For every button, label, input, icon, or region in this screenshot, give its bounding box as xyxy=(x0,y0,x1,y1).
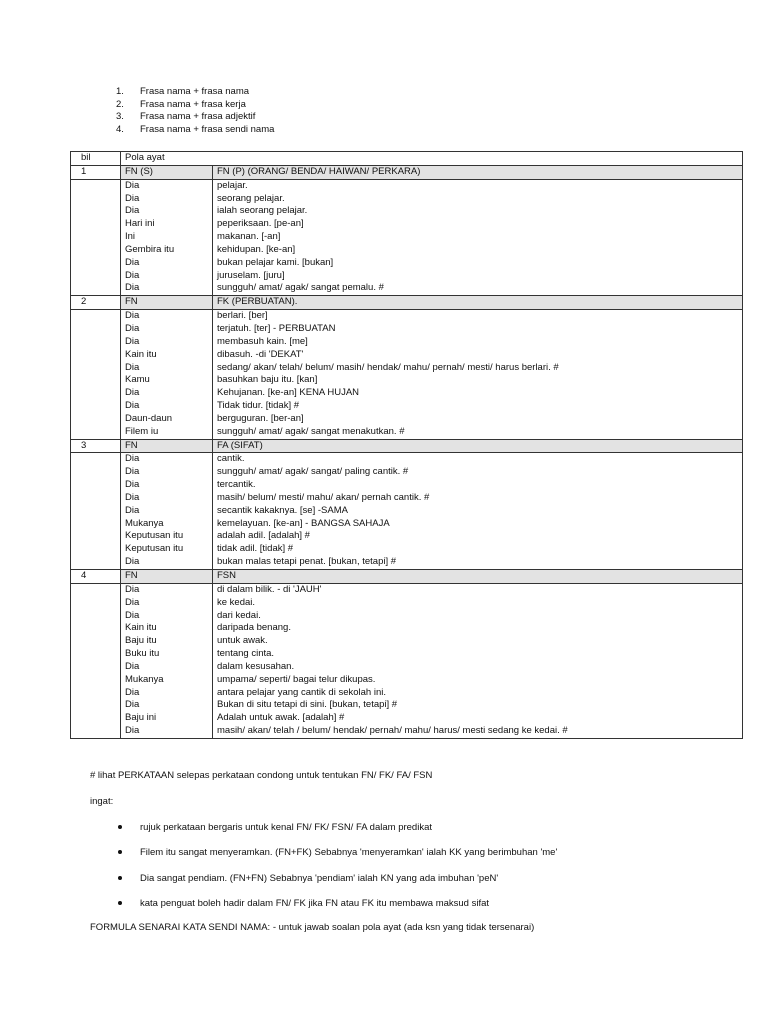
row-bil-cell xyxy=(71,712,121,725)
bullet-dot xyxy=(118,825,122,829)
lihat-note: # lihat PERKATAAN selepas perkataan condong untuk tentukan FN/ FK/ FA/ FSN xyxy=(90,770,433,781)
row-bil-cell xyxy=(71,218,121,231)
table-row xyxy=(71,725,743,738)
row-bil-cell xyxy=(71,479,121,492)
row-predicate-cell: kemelayuan. [ke-an] - BANGSA SAHAJA xyxy=(213,518,743,531)
header-bil: bil xyxy=(71,152,121,166)
row-predicate-cell: tercantik. xyxy=(213,479,743,492)
row-predicate-cell: Tidak tidur. [tidak] # xyxy=(213,400,743,413)
row-subject-cell: Keputusan itu xyxy=(121,530,213,543)
row-predicate-cell: berlari. [ber] xyxy=(213,310,743,323)
row-subject-cell: Dia xyxy=(121,453,213,466)
table-section-row xyxy=(71,296,743,310)
table-row xyxy=(71,270,743,283)
table-row xyxy=(71,362,743,375)
row-bil-cell xyxy=(71,556,121,569)
table-row xyxy=(71,543,743,556)
row-bil-cell xyxy=(71,362,121,375)
row-bil-cell xyxy=(71,453,121,466)
row-bil-cell xyxy=(71,635,121,648)
table-row xyxy=(71,231,743,244)
table-row xyxy=(71,583,743,596)
row-subject-cell: Gembira itu xyxy=(121,244,213,257)
row-subject-cell: Dia xyxy=(121,556,213,569)
row-subject-cell: Buku itu xyxy=(121,648,213,661)
table-row xyxy=(71,426,743,439)
row-predicate-cell: ialah seorang pelajar. xyxy=(213,205,743,218)
row-predicate-cell: tidak adil. [tidak] # xyxy=(213,543,743,556)
row-bil-cell xyxy=(71,543,121,556)
row-predicate-cell: makanan. [-an] xyxy=(213,231,743,244)
row-subject-cell: Kamu xyxy=(121,374,213,387)
row-subject-cell: Dia xyxy=(121,661,213,674)
intro-list xyxy=(116,86,274,136)
row-subject-cell: Dia xyxy=(121,193,213,206)
header-pola-ayat: Pola ayat xyxy=(121,152,743,166)
table-row xyxy=(71,530,743,543)
row-subject-cell: Dia xyxy=(121,492,213,505)
row-subject-cell: Dia xyxy=(121,323,213,336)
row-predicate-cell: tentang cinta. xyxy=(213,648,743,661)
row-bil-cell xyxy=(71,400,121,413)
table-row xyxy=(71,687,743,700)
row-bil-cell xyxy=(71,257,121,270)
row-predicate-cell: dari kedai. xyxy=(213,610,743,623)
table-row xyxy=(71,282,743,295)
table-row xyxy=(71,374,743,387)
table-header-row xyxy=(71,152,743,166)
row-subject-cell: FN xyxy=(121,439,213,453)
row-predicate-cell: untuk awak. xyxy=(213,635,743,648)
row-predicate-cell: ke kedai. xyxy=(213,597,743,610)
row-predicate-cell: bukan malas tetapi penat. [bukan, tetapi] # xyxy=(213,556,743,569)
row-subject-cell: Dia xyxy=(121,466,213,479)
row-bil-cell xyxy=(71,270,121,283)
row-predicate-cell: membasuh kain. [me] xyxy=(213,336,743,349)
table-row xyxy=(71,674,743,687)
row-subject-cell: Dia xyxy=(121,282,213,295)
table-row xyxy=(71,648,743,661)
table-row xyxy=(71,505,743,518)
row-predicate-cell: FK (PERBUATAN). xyxy=(213,296,743,310)
row-bil-cell xyxy=(71,699,121,712)
row-predicate-cell: masih/ belum/ mesti/ mahu/ akan/ pernah cantik. # xyxy=(213,492,743,505)
table-section-row xyxy=(71,439,743,453)
row-predicate-cell: seorang pelajar. xyxy=(213,193,743,206)
row-bil-cell xyxy=(71,244,121,257)
table-row xyxy=(71,205,743,218)
table-row xyxy=(71,244,743,257)
row-bil-cell xyxy=(71,179,121,192)
document-page: 1. Frasa nama + frasa nama 2. Frasa nama + frasa kerja 3. Frasa nama + frasa adjektif 4. Frasa nama + frasa sendi nama bil Pola ayat 1 FN (S) FN (P) (ORANG/ BENDA/ HAIWAN/ PERKARA) Dia pelajar. Dia seorang pelajar. Dia ialah seorang pelajar. Hari ini peperiksaan. [pe-an] Ini makanan. [-an] Gembira itu kehidupan. [ke-an] Dia bukan pelajar kami. [bukan] Dia juruselam. [juru] Dia sungguh/ amat/ agak/ sangat pemalu. # 2 FN FK (PERBUATAN). Dia berlari. [ber] Dia terjatuh. [ter] - PERBUATAN Dia membasuh kain. [me] Kain itu dibasuh. -di 'DEKAT' Dia sedang/ akan/ telah/ belum/ masih/ hendak/ mahu/ pernah/ mesti/ harus berlari. # Kamu basuhkan baju itu. [kan] Dia Kehujanan. [ke-an] KENA HUJAN Dia Tidak tidur. [tidak] # Daun-daun berguguran. [ber-an] Filem iu sungguh/ amat/ agak/ sangat menakutkan. # 3 FN FA (SIFAT) Dia cantik. Dia sungguh/ amat/ agak/ sangat/ paling cantik. # Dia tercantik. Dia masih/ belum/ mesti/ mahu/ akan/ pernah cantik. # Dia secantik kakaknya. [se] -SAMA Mukanya kemelayuan. [ke-an] - BANGSA SAHAJA Keputusan itu adalah adil. [adalah] # Keputusan itu tidak adil. [tidak] # Dia bukan malas tetapi penat. [bukan, tetapi] # 4 FN FSN Dia di dalam bilik. - di 'JAUH' Dia ke kedai. Dia dari kedai. Kain itu daripada benang. Baju itu untuk awak. Buku itu tentang cinta. Dia dalam kesusahan. Mukanya umpama/ seperti/ bagai telur dikupas. Dia antara pelajar yang cantik di sekolah ini. Dia Bukan di situ tetapi di sini. [bukan, tetapi] # Baju ini Adalah untuk awak. [adalah] # Dia masih/ akan/ telah / belum/ hendak/ pernah/ mahu/ harus/ mesti sedang ke kedai. # # lihat PERKATAAN selepas perkataan condong untuk tentukan FN/ FK/ FA/ FSN ingat: rujuk perkataan bergaris untuk kenal FN/ FK/ FSN/ FA dalam predikat Filem itu sangat menyeramkan. (FN+FK) Sebabnya 'menyeramkan' ialah KK yang berimbuhan 'me' Dia sangat pendiam. (FN+FN) Sebabnya 'pendiam' ialah KN yang ada imbuhan 'peN' kata penguat boleh hadir dalam FN/ FK jika FN atau FK itu membawa maksud sifat FORMULA SENARAI KATA SENDI NAMA: - untuk jawab soalan pola ayat (ada ksn yang tidak tersenarai) xyxy=(0,0,768,1024)
row-predicate-cell: sungguh/ amat/ agak/ sangat pemalu. # xyxy=(213,282,743,295)
row-subject-cell: Filem iu xyxy=(121,426,213,439)
row-subject-cell: Kain itu xyxy=(121,622,213,635)
row-bil-cell xyxy=(71,648,121,661)
table-row xyxy=(71,257,743,270)
row-bil-cell xyxy=(71,505,121,518)
table-row xyxy=(71,400,743,413)
row-bil-cell xyxy=(71,205,121,218)
list-item: 4. Frasa nama + frasa sendi nama xyxy=(116,123,275,135)
row-predicate-cell: dibasuh. -di 'DEKAT' xyxy=(213,349,743,362)
row-predicate-cell: kehidupan. [ke-an] xyxy=(213,244,743,257)
table-row xyxy=(71,323,743,336)
table-row xyxy=(71,413,743,426)
row-subject-cell: Dia xyxy=(121,687,213,700)
row-subject-cell: Mukanya xyxy=(121,518,213,531)
row-predicate-cell: FSN xyxy=(213,570,743,584)
row-subject-cell: Baju ini xyxy=(121,712,213,725)
row-bil-cell xyxy=(71,310,121,323)
table-row xyxy=(71,635,743,648)
row-subject-cell: Dia xyxy=(121,270,213,283)
row-predicate-cell: bukan pelajar kami. [bukan] xyxy=(213,257,743,270)
row-predicate-cell: Adalah untuk awak. [adalah] # xyxy=(213,712,743,725)
table-section-row xyxy=(71,570,743,584)
table-row xyxy=(71,597,743,610)
row-bil-cell: 4 xyxy=(71,570,121,584)
row-bil-cell xyxy=(71,687,121,700)
table-row xyxy=(71,336,743,349)
pola-ayat-table xyxy=(70,151,743,739)
table-row xyxy=(71,387,743,400)
row-subject-cell: Dia xyxy=(121,479,213,492)
row-subject-cell: FN xyxy=(121,296,213,310)
table-row xyxy=(71,193,743,206)
row-subject-cell: Ini xyxy=(121,231,213,244)
row-subject-cell: Hari ini xyxy=(121,218,213,231)
table-row xyxy=(71,622,743,635)
row-subject-cell: Dia xyxy=(121,336,213,349)
row-bil-cell xyxy=(71,610,121,623)
row-bil-cell xyxy=(71,530,121,543)
table-row xyxy=(71,712,743,725)
row-subject-cell: Dia xyxy=(121,205,213,218)
row-predicate-cell: Kehujanan. [ke-an] KENA HUJAN xyxy=(213,387,743,400)
row-subject-cell: Dia xyxy=(121,362,213,375)
row-predicate-cell: juruselam. [juru] xyxy=(213,270,743,283)
row-bil-cell xyxy=(71,323,121,336)
row-bil-cell xyxy=(71,193,121,206)
table-row xyxy=(71,610,743,623)
row-subject-cell: Dia xyxy=(121,505,213,518)
row-predicate-cell: Bukan di situ tetapi di sini. [bukan, tetapi] # xyxy=(213,699,743,712)
row-subject-cell: FN (S) xyxy=(121,165,213,179)
row-predicate-cell: berguguran. [ber-an] xyxy=(213,413,743,426)
row-predicate-cell: antara pelajar yang cantik di sekolah ini. xyxy=(213,687,743,700)
bullet-dot xyxy=(118,901,122,905)
row-bil-cell: 2 xyxy=(71,296,121,310)
row-bil-cell xyxy=(71,426,121,439)
row-subject-cell: Dia xyxy=(121,257,213,270)
row-predicate-cell: sungguh/ amat/ agak/ sangat/ paling cantik. # xyxy=(213,466,743,479)
row-predicate-cell: basuhkan baju itu. [kan] xyxy=(213,374,743,387)
table-row xyxy=(71,492,743,505)
row-subject-cell: Dia xyxy=(121,725,213,738)
row-bil-cell xyxy=(71,622,121,635)
row-predicate-cell: daripada benang. xyxy=(213,622,743,635)
bullet-dot xyxy=(118,850,122,854)
row-predicate-cell: adalah adil. [adalah] # xyxy=(213,530,743,543)
row-subject-cell: Dia xyxy=(121,400,213,413)
row-predicate-cell: pelajar. xyxy=(213,179,743,192)
row-bil-cell xyxy=(71,674,121,687)
row-bil-cell xyxy=(71,282,121,295)
row-predicate-cell: sedang/ akan/ telah/ belum/ masih/ hendak/ mahu/ pernah/ mesti/ harus berlari. # xyxy=(213,362,743,375)
row-predicate-cell: masih/ akan/ telah / belum/ hendak/ pernah/ mahu/ harus/ mesti sedang ke kedai. # xyxy=(213,725,743,738)
row-predicate-cell: sungguh/ amat/ agak/ sangat menakutkan. # xyxy=(213,426,743,439)
row-predicate-cell: FN (P) (ORANG/ BENDA/ HAIWAN/ PERKARA) xyxy=(213,165,743,179)
row-bil-cell xyxy=(71,583,121,596)
table-row xyxy=(71,661,743,674)
row-predicate-cell: dalam kesusahan. xyxy=(213,661,743,674)
bullet-dot xyxy=(118,876,122,880)
row-predicate-cell: di dalam bilik. - di 'JAUH' xyxy=(213,583,743,596)
row-bil-cell xyxy=(71,374,121,387)
table-row xyxy=(71,218,743,231)
list-item: 2. Frasa nama + frasa kerja xyxy=(116,98,246,110)
row-predicate-cell: peperiksaan. [pe-an] xyxy=(213,218,743,231)
row-subject-cell: Dia xyxy=(121,699,213,712)
row-predicate-cell: umpama/ seperti/ bagai telur dikupas. xyxy=(213,674,743,687)
table-row xyxy=(71,466,743,479)
row-subject-cell: FN xyxy=(121,570,213,584)
row-bil-cell xyxy=(71,387,121,400)
list-item: 1. Frasa nama + frasa nama xyxy=(116,86,250,97)
row-predicate-cell: terjatuh. [ter] - PERBUATAN xyxy=(213,323,743,336)
row-bil-cell xyxy=(71,413,121,426)
row-bil-cell xyxy=(71,231,121,244)
row-subject-cell: Dia xyxy=(121,387,213,400)
ingat-label: ingat: xyxy=(90,796,114,807)
row-bil-cell xyxy=(71,349,121,362)
row-predicate-cell: secantik kakaknya. [se] -SAMA xyxy=(213,505,743,518)
row-predicate-cell: FA (SIFAT) xyxy=(213,439,743,453)
table-row xyxy=(71,179,743,192)
table-row xyxy=(71,518,743,531)
table-row xyxy=(71,310,743,323)
row-bil-cell xyxy=(71,661,121,674)
row-subject-cell: Dia xyxy=(121,179,213,192)
table-row xyxy=(71,349,743,362)
row-bil-cell xyxy=(71,725,121,738)
row-bil-cell xyxy=(71,518,121,531)
table-row xyxy=(71,556,743,569)
row-subject-cell: Mukanya xyxy=(121,674,213,687)
row-bil-cell xyxy=(71,492,121,505)
row-predicate-cell: cantik. xyxy=(213,453,743,466)
row-subject-cell: Keputusan itu xyxy=(121,543,213,556)
row-subject-cell: Dia xyxy=(121,597,213,610)
formula-heading: FORMULA SENARAI KATA SENDI NAMA: - untuk jawab soalan pola ayat (ada ksn yang tidak tersenarai) xyxy=(90,922,535,933)
row-subject-cell: Dia xyxy=(121,610,213,623)
row-bil-cell: 1 xyxy=(71,165,121,179)
row-subject-cell: Dia xyxy=(121,310,213,323)
row-bil-cell xyxy=(71,466,121,479)
row-bil-cell xyxy=(71,597,121,610)
row-subject-cell: Baju itu xyxy=(121,635,213,648)
list-item: 3. Frasa nama + frasa adjektif xyxy=(116,111,256,122)
table-row xyxy=(71,453,743,466)
row-bil-cell: 3 xyxy=(71,439,121,453)
row-subject-cell: Dia xyxy=(121,583,213,596)
table-row xyxy=(71,699,743,712)
table-section-row xyxy=(71,165,743,179)
row-bil-cell xyxy=(71,336,121,349)
row-subject-cell: Daun-daun xyxy=(121,413,213,426)
table-row xyxy=(71,479,743,492)
row-subject-cell: Kain itu xyxy=(121,349,213,362)
